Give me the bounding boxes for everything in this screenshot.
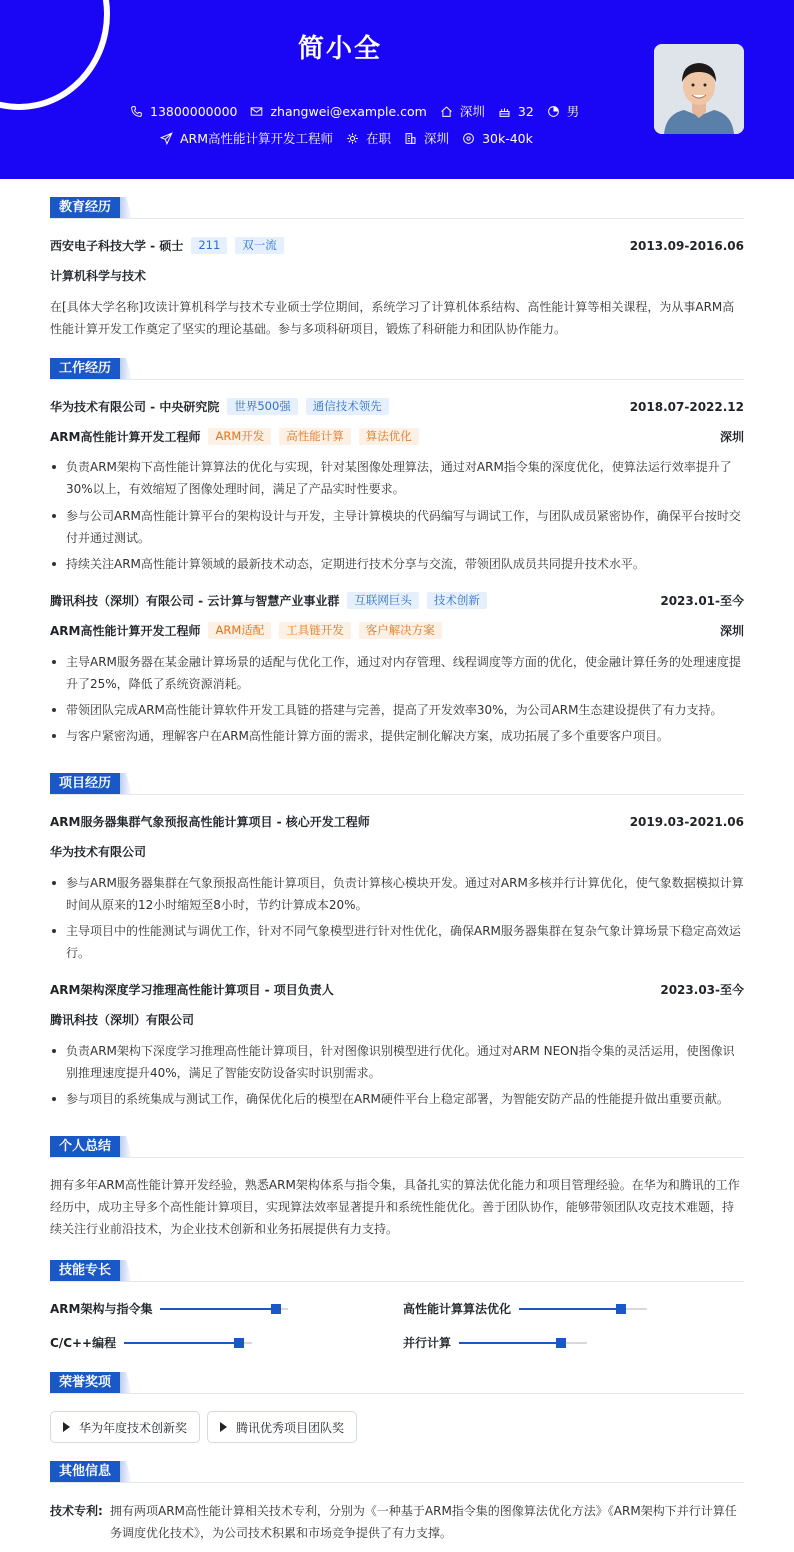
skill-fill (160, 1308, 275, 1310)
role-title: ARM高性能计算开发工程师 (50, 430, 201, 444)
project-bullet: 参与项目的系统集成与测试工作，确保优化后的模型在ARM硬件平台上稳定部署，为智能安防产品的性能提升做出重要贡献。 (50, 1088, 744, 1110)
skill-knob (616, 1304, 626, 1314)
phone-text: 13800000000 (150, 103, 238, 119)
role-tag: 客户解决方案 (359, 622, 442, 639)
mail-icon (250, 105, 263, 118)
summary-section-header (50, 1136, 744, 1158)
status-gear-icon (346, 132, 359, 145)
phone-icon (130, 105, 143, 118)
skill-item (403, 1334, 587, 1351)
home-icon (440, 105, 453, 118)
skill-bar (124, 1342, 252, 1344)
other-text: 拥有两项ARM高性能计算相关技术专利，分别为《一种基于ARM指令集的图像算法优化方法》《ARM架构下并行计算任务调度优化技术》，为公司技术积累和市场竞争提供了有力支撑。 (110, 1504, 737, 1540)
contact-row (130, 102, 592, 120)
work-bullet: 主导ARM服务器在某金融计算场景的适配与优化工作，通过对内存管理、线程调度等方面的优化，使金融计算任务的处理速度提升了25%，降低了系统资源消耗。 (50, 651, 744, 695)
award-label: 华为年度技术创新奖 (79, 1420, 188, 1435)
role-tag: 高性能计算 (279, 428, 351, 445)
skill-knob (271, 1304, 281, 1314)
email-item (250, 104, 426, 119)
education-description: 在[具体大学名称]攻读计算机科学与技术专业硕士学位期间，系统学习了计算机体系结构、高性能计算等相关课程，为从事ARM高性能计算开发工作奠定了坚实的理论基础。参与多项科研项目，锻炼了科研能力和团队协作能力。 (50, 300, 735, 336)
work-bullet: 与客户紧密沟通，理解客户在ARM高性能计算方面的需求，提供定制化解决方案，成功拓展了多个重要客户项目。 (50, 725, 744, 747)
role-tag: ARM开发 (208, 428, 271, 445)
education-header (50, 237, 744, 254)
skill-bar (459, 1342, 587, 1344)
project-header (50, 981, 744, 998)
work-bullet: 持续关注ARM高性能计算领域的最新技术动态，定期进行技术分享与交流，带领团队成员共同提升技术水平。 (50, 553, 744, 575)
project-company-line (50, 843, 744, 860)
company-name: 腾讯科技（深圳）有限公司 - 云计算与智慧产业事业群 (50, 594, 340, 608)
skill-fill (124, 1342, 239, 1344)
skill-name: C/C++编程 (50, 1336, 117, 1350)
position-item (160, 129, 333, 147)
work-bullet: 负责ARM架构下高性能计算算法的优化与实现，针对某图像处理算法，通过对ARM指令集的深度优化，使算法运行效率提升了30%以上，有效缩短了图像处理时间，满足了产品实时性要求。 (50, 456, 744, 500)
major-line (50, 267, 744, 284)
award-chip (207, 1411, 357, 1443)
resume-header (0, 0, 794, 179)
skill-bar (160, 1308, 288, 1310)
company-tag: 技术创新 (427, 592, 487, 609)
role-tag: ARM适配 (208, 622, 271, 639)
awards-section-title: 荣誉奖项 (50, 1372, 120, 1393)
work-location: 深圳 (719, 430, 744, 444)
project-period: 2023.03-至今 (660, 983, 744, 997)
target-city-item (404, 129, 449, 147)
project-company: 华为技术有限公司 (50, 845, 147, 859)
company-tag: 互联网巨头 (347, 592, 419, 609)
play-triangle-icon (220, 1422, 227, 1432)
project-name: ARM架构深度学习推理高性能计算项目 - 项目负责人 (50, 983, 334, 997)
other-label: 技术专利: (50, 1504, 103, 1518)
status-text: 在职 (366, 131, 392, 146)
other-section-header (50, 1461, 744, 1483)
school-name: 西安电子科技大学 - 硕士 (50, 239, 184, 253)
role-title: ARM高性能计算开发工程师 (50, 624, 201, 638)
decorative-ring (0, 0, 110, 110)
project-bullet: 参与ARM服务器集群在气象预报高性能计算项目，负责计算核心模块开发。通过对ARM多核并行计算优化，使气象数据模拟计算时间从原来的12小时缩短至8小时，节约计算成本20%。 (50, 872, 744, 916)
skills-section-title: 技能专长 (50, 1260, 120, 1281)
role-tag: 算法优化 (359, 428, 419, 445)
skill-bar (519, 1308, 647, 1310)
age-item (498, 104, 534, 119)
company-name: 华为技术有限公司 - 中央研究院 (50, 400, 220, 414)
candidate-name: 简小全 (297, 34, 382, 64)
skill-name: ARM架构与指令集 (50, 1302, 153, 1316)
skill-knob (556, 1338, 566, 1348)
gender-item (547, 102, 580, 120)
work-bullet: 带领团队完成ARM高性能计算软件开发工具链的搭建与完善，提高了开发效率30%，为公司ARM生态建设提供了有力支持。 (50, 699, 744, 721)
skill-fill (519, 1308, 621, 1310)
skill-name: 高性能计算算法优化 (403, 1302, 512, 1316)
city-text: 深圳 (459, 104, 485, 119)
school-tag: 211 (191, 237, 227, 254)
education-period: 2013.09-2016.06 (629, 238, 744, 253)
other-info (50, 1500, 744, 1544)
phone-item (130, 104, 237, 119)
city-item (440, 102, 485, 120)
work-company-header (50, 592, 744, 609)
skills-section-header (50, 1260, 744, 1282)
major: 计算机科学与技术 (50, 269, 147, 283)
skill-name: 并行计算 (403, 1336, 452, 1350)
position-text: ARM高性能计算开发工程师 (180, 131, 334, 146)
project-name: ARM服务器集群气象预报高性能计算项目 - 核心开发工程师 (50, 815, 370, 829)
project-company: 腾讯科技（深圳）有限公司 (50, 1013, 195, 1027)
email-text: zhangwei@example.com (270, 103, 427, 119)
gender-icon (547, 105, 560, 118)
skill-fill (459, 1342, 561, 1344)
award-label: 腾讯优秀项目团队奖 (236, 1420, 345, 1435)
age-text: 32 (517, 103, 534, 119)
company-tag: 通信技术领先 (306, 398, 389, 415)
award-chip (50, 1411, 200, 1443)
awards-section-header (50, 1372, 744, 1394)
target-city-text: 深圳 (424, 131, 450, 146)
project-section-header (50, 773, 744, 795)
summary-section-title: 个人总结 (50, 1136, 120, 1157)
work-role-header (50, 622, 744, 639)
summary-text: 拥有多年ARM高性能计算开发经验，熟悉ARM架构体系与指令集，具备扎实的算法优化能力和项目管理经验。在华为和腾讯的工作经历中，成功主导多个高性能计算项目，实现算法效率显著提升和系统性能优化。善于团队协作，能够带领团队攻克技术难题，持续关注行业前沿技术，为企业技术创新和业务拓展提供有力支持。 (50, 1178, 740, 1236)
education-section-title: 教育经历 (50, 197, 120, 218)
project-section-title: 项目经历 (50, 773, 120, 794)
status-item (346, 129, 391, 147)
gender-text: 男 (566, 104, 580, 119)
send-icon (160, 132, 173, 145)
other-section-title: 其他信息 (50, 1461, 120, 1482)
skill-item (50, 1300, 288, 1317)
salary-text: 30k-40k (482, 130, 533, 146)
company-tag: 世界500强 (227, 398, 297, 415)
work-role-header (50, 428, 744, 445)
work-section-title: 工作经历 (50, 358, 120, 379)
building-icon (404, 132, 417, 145)
coin-icon (462, 132, 475, 145)
project-company-line (50, 1011, 744, 1028)
job-intent-row (160, 129, 546, 147)
project-bullet: 主导项目中的性能测试与调优工作，针对不同气象模型进行针对性优化，确保ARM服务器集群在复杂气象计算场景下稳定高效运行。 (50, 920, 744, 964)
school-tag: 双一流 (235, 237, 284, 254)
education-section-header (50, 197, 744, 219)
role-tag: 工具链开发 (279, 622, 351, 639)
work-period: 2023.01-至今 (660, 594, 744, 608)
work-section-header (50, 358, 744, 380)
profile-photo (654, 44, 744, 134)
project-header (50, 813, 744, 830)
work-period: 2018.07-2022.12 (629, 399, 744, 414)
work-bullet: 参与公司ARM高性能计算平台的架构设计与开发，主导计算模块的代码编写与调试工作，与团队成员紧密协作，确保平台按时交付并通过测试。 (50, 505, 744, 549)
salary-item (462, 131, 533, 146)
project-bullet: 负责ARM架构下深度学习推理高性能计算项目，针对图像识别模型进行优化。通过对ARM NEON指令集的灵活运用，使图像识别推理速度提升40%，满足了智能安防设备实时识别需求。 (50, 1040, 744, 1084)
skill-item (50, 1334, 252, 1351)
skill-knob (234, 1338, 244, 1348)
cake-icon (498, 105, 511, 118)
work-location: 深圳 (719, 624, 744, 638)
skill-item (403, 1300, 647, 1317)
work-company-header (50, 398, 744, 415)
project-period: 2019.03-2021.06 (629, 814, 744, 829)
play-triangle-icon (63, 1422, 70, 1432)
